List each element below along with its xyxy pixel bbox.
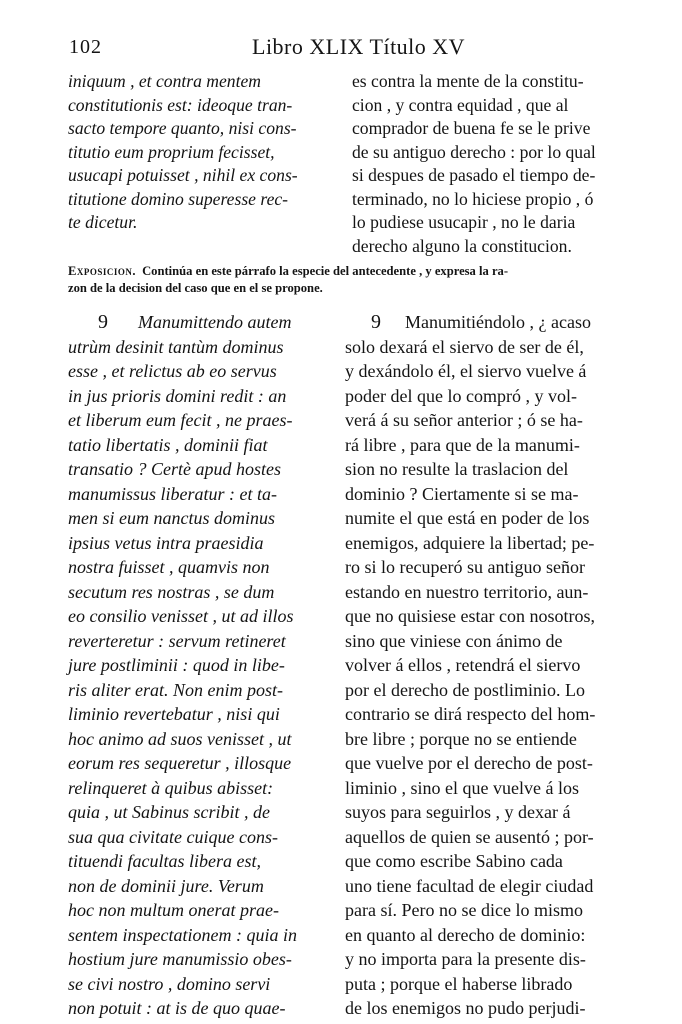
text-line: que como escribe Sabino cada: [345, 851, 563, 871]
text-line: ris aliter erat. Non enim post-: [68, 679, 283, 700]
top-latin-column: [68, 70, 330, 235]
text-line: hoc animo ad suos venisset , ut: [68, 728, 292, 749]
text-line: Continúa en este párrafo la especie del antecedente , y expresa la ra-: [142, 264, 509, 278]
text-line: Manumittendo autem: [138, 312, 292, 332]
text-line: sion no resulte la traslacion del: [345, 459, 569, 479]
section-number: 9: [98, 311, 108, 333]
text-line: comprador de buena fe se le prive: [352, 118, 591, 138]
text-line: si despues de pasado el tiempo de-: [352, 165, 596, 185]
text-line: tituendi facultas libera est,: [68, 851, 261, 871]
text-line: en quanto al derecho de dominio:: [345, 924, 586, 945]
text-line: hostium jure manumissio obes-: [68, 949, 292, 969]
text-line: suyos para seguirlos , y dexar á: [345, 802, 571, 822]
text-line: men si eum nanctus dominus: [68, 508, 275, 528]
text-line: uno tiene facultad de elegir ciudad: [345, 875, 594, 896]
text-line: de los enemigos no pudo perjudi-: [345, 998, 586, 1018]
text-line: que vuelve por el derecho de post-: [345, 753, 593, 773]
bottom-latin-column: [68, 310, 330, 1021]
text-line: sacto tempore quanto, nisi cons-: [68, 118, 297, 138]
text-line: y no importa para la presente dis-: [345, 949, 586, 969]
text-line: tatio libertatis , dominii fiat: [68, 434, 268, 455]
exposition-note: [68, 263, 620, 297]
text-line: aquellos de quien se ausentó ; por-: [345, 826, 594, 847]
exposition-label: Exposicion.: [68, 264, 137, 278]
text-line: ipsius vetus intra praesidia: [68, 532, 264, 553]
top-spanish-column: [352, 70, 620, 258]
text-line: verá á su señor anterior ; ó se ha-: [345, 410, 583, 430]
text-line: reverteretur : servum retineret: [68, 630, 286, 651]
text-line: jure postliminii : quod in libe-: [68, 655, 285, 675]
running-head: Libro XLIX Título XV: [252, 34, 466, 59]
text-line: utrùm desinit tantùm dominus: [68, 336, 284, 357]
text-line: in jus prioris domini redit : an: [68, 385, 287, 406]
text-line: nostra fuisset , quamvis non: [68, 557, 270, 577]
text-line: de su antiguo derecho : por lo qual: [352, 141, 596, 162]
text-line: ro si lo recuperó su antiguo señor: [345, 557, 585, 577]
text-line: volver á ellos , retendrá el siervo: [345, 655, 581, 675]
text-line: enemigos, adquiere la libertad; pe-: [345, 532, 595, 553]
text-line: es contra la mente de la constitu-: [352, 71, 584, 91]
text-line: zon de la decision del caso que en el se propone.: [68, 281, 323, 295]
text-line: eo consilio venisset , ut ad illos: [68, 606, 294, 626]
text-line: contrario se dirá respecto del hom-: [345, 704, 596, 724]
text-line: que no quisiese estar con nosotros,: [345, 606, 595, 626]
text-line: para sí. Pero no se dice lo mismo: [345, 900, 583, 920]
text-line: liminio , sino el que vuelve á los: [345, 777, 579, 798]
text-line: et liberum eum fecit , ne praes-: [68, 410, 293, 430]
text-line: non potuit : at is de quo quae-: [68, 998, 286, 1018]
text-line: eorum res sequeretur , illosque: [68, 753, 292, 773]
text-line: secutum res nostras , se dum: [68, 581, 275, 602]
text-line: dominio ? Ciertamente si se ma-: [345, 483, 579, 504]
text-line: titutio eum proprium fecisset,: [68, 141, 275, 162]
text-line: liminio revertebatur , nisi qui: [68, 704, 280, 724]
text-line: por el derecho de postliminio. Lo: [345, 679, 585, 700]
text-line: hoc non multum onerat prae-: [68, 900, 279, 920]
text-line: manumissus liberatur : et ta-: [68, 483, 277, 504]
text-line: quia , ut Sabinus scribit , de: [68, 802, 270, 822]
text-line: numite el que está en poder de los: [345, 508, 590, 528]
text-line: transatio ? Certè apud hostes: [68, 459, 282, 479]
text-line: sua qua civitate cuique cons-: [68, 826, 278, 847]
text-line: titutione domino superesse rec-: [68, 188, 289, 209]
text-line: iniquum , et contra mentem: [68, 71, 262, 91]
text-line: relinqueret à quibus abisset:: [68, 777, 274, 798]
text-line: poder del que lo compró , y vol-: [345, 385, 577, 406]
page-number: 102: [69, 36, 102, 58]
text-line: constitutionis est: ideoque tran-: [68, 94, 293, 115]
text-line: sino que viniese con ánimo de: [345, 630, 563, 651]
text-line: sentem inspectationem : quia in: [68, 924, 297, 945]
text-line: puta ; porque el haberse librado: [345, 973, 573, 994]
text-line: usucapi potuisset , nihil ex cons-: [68, 165, 298, 185]
text-line: Manumitiéndolo , ¿ acaso: [405, 312, 591, 332]
bottom-spanish-column: [345, 310, 621, 1021]
text-line: te dicetur.: [68, 212, 138, 232]
text-line: solo dexará el siervo de ser de él,: [345, 336, 584, 357]
text-line: bre libre ; porque no se entiende: [345, 728, 577, 749]
text-line: non de dominii jure. Verum: [68, 875, 264, 896]
text-line: lo pudiese usucapir , no le daria: [352, 212, 576, 232]
text-line: rá libre , para que de la manumi-: [345, 434, 580, 455]
text-line: estando en nuestro territorio, aun-: [345, 581, 589, 602]
text-line: esse , et relictus ab eo servus: [68, 361, 277, 381]
text-line: se civi nostro , domino servi: [68, 973, 271, 994]
section-number: 9: [371, 311, 381, 333]
text-line: terminado, no lo hiciese propio , ó: [352, 188, 594, 209]
text-line: y dexándolo él, el siervo vuelve á: [345, 361, 587, 381]
text-line: derecho alguno la constitucion.: [352, 235, 572, 256]
text-line: cion , y contra equidad , que al: [352, 94, 569, 115]
